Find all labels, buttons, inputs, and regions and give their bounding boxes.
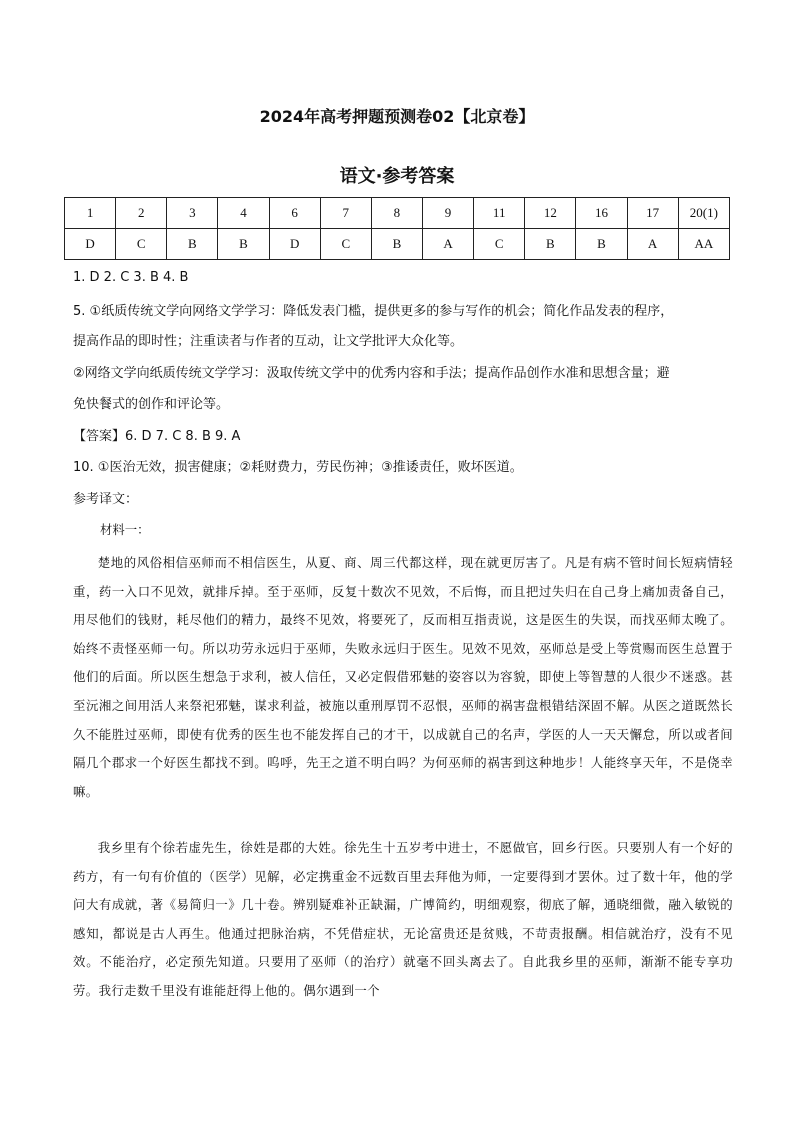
answer-table-number-row bbox=[65, 198, 730, 229]
answer-table bbox=[64, 197, 730, 260]
answer-cell: C bbox=[320, 229, 371, 260]
question-number-cell: 9 bbox=[422, 198, 473, 229]
answers-q1-4: 1. D 2. C 3. B 4. B bbox=[73, 270, 189, 285]
answer-q5-part2-line2: 免快餐式的创作和评论等。 bbox=[73, 397, 230, 412]
page-subtitle: 语文·参考答案 bbox=[339, 166, 455, 187]
translation-label: 参考译文： bbox=[73, 492, 139, 507]
answer-cell: C bbox=[116, 229, 167, 260]
question-number-cell: 17 bbox=[627, 198, 678, 229]
question-number-cell: 20(1) bbox=[678, 198, 729, 229]
answer-table-answer-row bbox=[65, 229, 730, 260]
question-number-cell: 3 bbox=[167, 198, 218, 229]
answer-cell: B bbox=[525, 229, 576, 260]
answer-q5-part2-line1: ②网络文学向纸质传统文学学习：汲取传统文学中的优秀内容和手法；提高作品创作水准和思想含量；避 bbox=[73, 366, 670, 381]
answer-cell: AA bbox=[678, 229, 729, 260]
page-title: 2024年高考押题预测卷02【北京卷】 bbox=[259, 107, 535, 126]
question-number-cell: 4 bbox=[218, 198, 269, 229]
translation-paragraph-2: 我乡里有个徐若虚先生，徐姓是郡的大姓。徐先生十五岁考中进士，不愿做官，回乡行医。只要别人有一个好的药方，有一句有价值的（医学）见解，必定携重金不远数百里去拜他为师，一定要得到才罢休。过了数十年，他的学问大有成就，著《易简归一》几十卷。辨别疑难补正缺漏，广博简约，明细观察，彻底了解，通晓细微，融入敏锐的感知，都说是古人再生。他通过把脉治病，不凭借症状，无论富贵还是贫贱，不苛责报酬。相信就治疗，没有不见效。不能治疗，必定预先知道。只要用了巫师（的治疗）就毫不回头离去了。自此我乡里的巫师，渐渐不能专享功劳。我行走数千里没有谁能赶得上他的。偶尔遇到一个 bbox=[73, 840, 733, 998]
answer-cell: C bbox=[474, 229, 525, 260]
answer-cell: D bbox=[269, 229, 320, 260]
answers-q6-9: 【答案】6. D 7. C 8. B 9. A bbox=[73, 429, 241, 444]
answer-cell: B bbox=[371, 229, 422, 260]
question-number-cell: 2 bbox=[116, 198, 167, 229]
answer-cell: B bbox=[167, 229, 218, 260]
question-number-cell: 12 bbox=[525, 198, 576, 229]
answer-cell: A bbox=[422, 229, 473, 260]
answer-cell: B bbox=[576, 229, 627, 260]
answer-cell: A bbox=[627, 229, 678, 260]
answer-q10: 10. ①医治无效，损害健康；②耗财费力，劳民伤神；③推诿责任，败坏医道。 bbox=[73, 460, 523, 475]
question-number-cell: 16 bbox=[576, 198, 627, 229]
answer-q5-part1-line2: 提高作品的即时性；注重读者与作者的互动，让文学批评大众化等。 bbox=[73, 334, 464, 349]
question-number-cell: 1 bbox=[65, 198, 116, 229]
question-number-cell: 6 bbox=[269, 198, 320, 229]
answer-cell: B bbox=[218, 229, 269, 260]
answer-q5-part1-line1: 5. ①纸质传统文学向网络文学学习：降低发表门槛，提供更多的参与写作的机会；简化作品发表的程序， bbox=[73, 304, 674, 319]
material-label: 材料一： bbox=[100, 522, 150, 537]
translation-paragraph-1: 楚地的风俗相信巫师而不相信医生，从夏、商、周三代都这样，现在就更厉害了。凡是有病不管时间长短病情轻重，药一入口不见效，就排斥掉。至于巫师，反复十数次不见效，不后悔，而且把过失归在自己身上痛加责备自己，用尽他们的钱财，耗尽他们的精力，最终不见效，将要死了，反而相互指责说，这是医生的失误，而找巫师太晚了。始终不责怪巫师一句。所以功劳永远归于巫师，失败永远归于医生。见效不见效，巫师总是受上等赏赐而医生总置于他们的后面。所以医生想急于求利，被人信任，又必定假借邪魅的姿容以为容貌，即使上等智慧的人很少不迷惑。甚至沅湘之间用活人来祭祀邪魅，谋求利益，被施以重刑厚罚不忍恨，巫师的祸害盘根错结深固不解。从医之道既然长久不能胜过巫师，即使有优秀的医生也不能发挥自己的才干，以成就自己的名声，学医的人一天天懈怠，所以或者间隔几个郡求一个好医生都找不到。呜呼，先王之道不明白吗？为何巫师的祸害到这种地步！人能终享天年，不是侥幸嘛。 bbox=[73, 555, 733, 799]
question-number-cell: 7 bbox=[320, 198, 371, 229]
answer-cell: D bbox=[65, 229, 116, 260]
question-number-cell: 11 bbox=[474, 198, 525, 229]
question-number-cell: 8 bbox=[371, 198, 422, 229]
